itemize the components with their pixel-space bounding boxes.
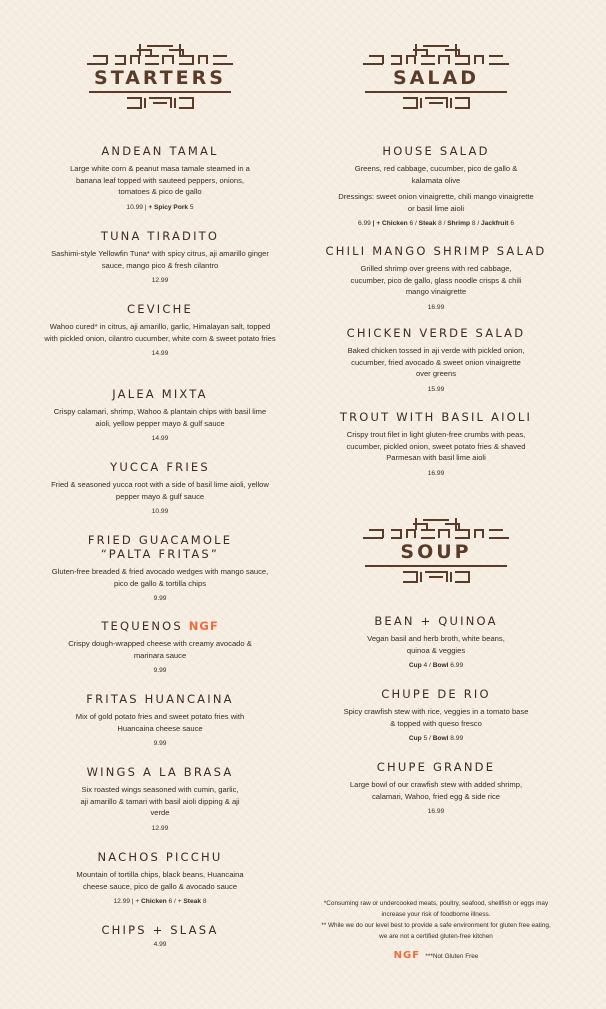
item-name: NACHOS PICCHU <box>97 850 223 864</box>
item-name: WINGS A LA BRASA <box>86 765 234 779</box>
item-description: Vegan basil and herb broth, white beans, quinoa & veggies <box>367 634 505 655</box>
item-description: Large white corn & peanut masa tamale steamed in a banana leaf topped with sauteed peppers, onions, tomatoes & pico de gallo <box>70 164 250 196</box>
item-price: 15.99 <box>427 385 445 393</box>
tribal-ornament-top-icon <box>85 42 235 68</box>
item-price: Cup 5 / Bowl 8.99 <box>408 735 464 742</box>
item-price: 16.99 <box>427 469 445 477</box>
item-price: 12.99 <box>151 824 169 832</box>
item-price: Cup 4 / Bowl 6.99 <box>408 662 464 669</box>
menu-item <box>20 533 300 602</box>
item-price: 16.99 <box>427 303 445 311</box>
menu-item <box>296 410 576 477</box>
item-description: Fried & seasoned yucca root with a side of basil lime aioli, yellow pepper mayo & gulf sauce <box>51 480 269 501</box>
menu-item <box>20 144 300 211</box>
salad-title: SALAD <box>393 67 479 89</box>
tribal-ornament-top-icon <box>361 516 511 542</box>
item-name-alt: “PALTA FRITAS” <box>100 547 220 561</box>
item-price: 16.99 <box>427 808 445 815</box>
menu-item <box>20 302 300 357</box>
item-price: 12.99 | + Chicken 6 / + Steak 8 <box>113 898 207 905</box>
item-name: YUCCA FRIES <box>110 460 210 474</box>
item-name: FRIED GUACAMOLE <box>87 533 233 547</box>
item-name: FRITAS HUANCAINA <box>86 692 234 706</box>
starters-header <box>20 42 300 112</box>
gluten-disclaimer: ** While we do our level best to provide a safe environment for gluten free eating, we are not a certified gluten-free kitchen <box>321 922 551 940</box>
ngf-legend <box>296 950 576 962</box>
menu-item <box>20 619 300 674</box>
soup-header <box>296 516 576 586</box>
menu-item <box>20 229 300 284</box>
footnotes <box>296 898 576 962</box>
salad-header <box>296 42 576 112</box>
menu-item <box>20 765 300 832</box>
soup-title: SOUP <box>400 541 472 563</box>
item-description: Sashimi-style Yellowfin Tuna* with spicy citrus, aji amarillo ginger sauce, mango pico & fresh cilantro <box>51 249 269 270</box>
item-name: CHICKEN VERDE SALAD <box>346 326 526 340</box>
item-description: Greens, red cabbage, cucumber, pico de gallo & kalamata olive <box>354 164 518 185</box>
item-description: Mix of gold potato fries and sweet potato fries with Huancaina cheese sauce <box>75 712 245 733</box>
tribal-ornament-bottom-icon <box>85 90 235 112</box>
raw-food-warning: *Consuming raw or undercooked meats, poultry, seafood, shellfish or eggs may increase your risk of foodborne illness. <box>323 900 549 918</box>
item-price: 9.99 <box>153 667 167 674</box>
item-price: 9.99 <box>153 595 167 602</box>
menu-item <box>296 687 576 742</box>
menu-item <box>296 326 576 393</box>
tribal-ornament-bottom-icon <box>361 90 511 112</box>
ngf-legend-text: ***Not Gluten Free <box>425 953 479 960</box>
ngf-badge: NGF <box>393 950 421 961</box>
item-name: CHIPS + SLASA <box>101 923 219 937</box>
item-name: TEQUENOS NGF <box>101 619 219 633</box>
tribal-ornament-bottom-icon <box>361 564 511 586</box>
item-price: 14.99 <box>151 435 169 442</box>
item-dressings: Dressings: sweet onion vinaigrette, chili mango vinaigrette or basil lime aioli <box>338 192 534 213</box>
item-price: 14.99 <box>151 350 169 357</box>
item-price: 9.99 <box>153 740 167 747</box>
menu-item <box>20 387 300 442</box>
item-description: Six roasted wings seasoned with cumin, garlic, aji amarillo & tamari with basil aioli dipping & aji verde <box>80 785 240 817</box>
item-name: CHILI MANGO SHRIMP SALAD <box>325 244 547 258</box>
item-description: Wahoo cured* in citrus, aji amarillo, garlic, Himalayan salt, topped with pickled onion, cilantro cucumber, white corn & sweet potato fries <box>44 322 276 343</box>
item-description: Spicy crawfish stew with rice, veggies in a tomato base & topped with queso fresco <box>343 707 529 728</box>
item-description: Crispy calamari, shrimp, Wahoo & plantain chips with basil lime aioli, yellow pepper mayo & gulf sauce <box>53 407 267 428</box>
item-name: JALEA MIXTA <box>112 387 208 401</box>
item-description: Baked chicken tossed in aji verde with pickled onion, cucumber, fried avocado & sweet onion vinaigrette over greens <box>347 346 525 378</box>
item-description: Crispy dough-wrapped cheese with creamy avocado & marinara sauce <box>68 639 252 660</box>
starters-title: STARTERS <box>94 67 226 89</box>
menu-item <box>20 692 300 747</box>
item-name: CEVICHE <box>127 302 193 316</box>
menu-item <box>296 614 576 669</box>
ngf-badge: NGF <box>188 619 219 633</box>
item-description: Large bowl of our crawfish stew with added shrimp, calamari, Wahoo, fried egg & side rice <box>349 780 523 801</box>
menu-item <box>20 923 300 948</box>
item-price: 12.99 <box>151 277 169 284</box>
item-name: HOUSE SALAD <box>382 144 490 158</box>
item-description: Crispy trout filet in light gluten-free crumbs with peas, cucumber, pickled onion, sweet potato fries & shaved Parmesan with basil lime aioli <box>346 430 526 462</box>
item-price: 6.99 | + Chicken 6 / Steak 8 / Shrimp 8 / Jackfruit 6 <box>357 220 514 227</box>
item-name: TROUT WITH BASIL AIOLI <box>339 410 533 424</box>
item-description: Grilled shrimp over greens with red cabbage, cucumber, pico de gallo, glass noodle crisps & chili mango vinaigrette <box>350 264 522 296</box>
item-name: ANDEAN TAMAL <box>101 144 219 158</box>
menu-item <box>296 760 576 815</box>
item-name: CHUPE DE RIO <box>381 687 491 701</box>
item-price: 10.99 | + Spicy Pork 5 <box>126 203 194 211</box>
menu-item <box>296 144 576 227</box>
menu-item <box>296 244 576 311</box>
menu-item <box>20 460 300 515</box>
item-name: CHUPE GRANDE <box>376 760 496 774</box>
item-price: 4.99 <box>153 941 167 948</box>
item-name: TUNA TIRADITO <box>100 229 220 243</box>
tribal-ornament-top-icon <box>361 42 511 68</box>
item-name: BEAN + QUINOA <box>374 614 498 628</box>
item-description: Gluten-free breaded & fried avocado wedges with mango sauce, pico de gallo & tortilla chips <box>51 567 269 588</box>
menu-item <box>20 850 300 905</box>
item-price: 10.99 <box>151 508 169 515</box>
item-description: Mountain of tortilla chips, black beans, Huancaina cheese sauce, pico de gallo & avocado sauce <box>76 870 244 891</box>
